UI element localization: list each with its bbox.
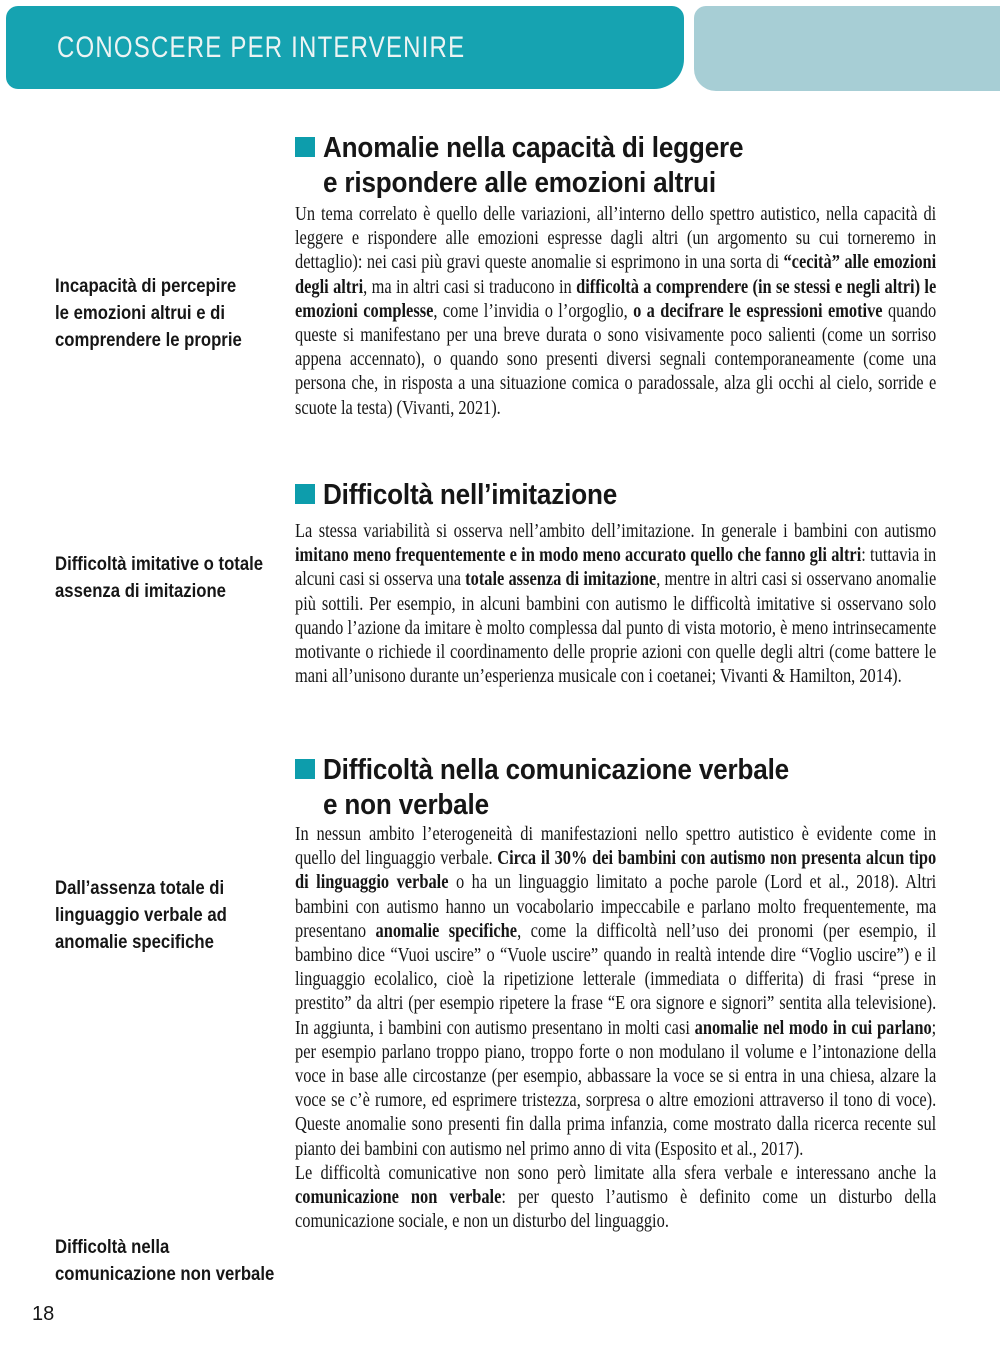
margin-note-language bbox=[55, 875, 284, 956]
heading-line: Anomalie nella capacità di leggere bbox=[323, 132, 744, 164]
section-heading-anomalie-emozioni bbox=[295, 131, 790, 201]
heading-line: e non verbale bbox=[323, 789, 489, 821]
paragraph: Un tema correlato è quello delle variazioni, all’interno dello spettro autistico, nella capacità di leggere e rispondere alle emozioni espresse dagli altri (un argomento su cui torneremo in dettaglio): nei casi più gravi queste anomalie si esprimono in una sorta di “cecità” alle emozioni degli altri, ma in altri casi si traducono in difficoltà a comprendere (in se stessi e negli altri) le emozioni complesse, come l’invidia o l’orgoglio, o a decifrare le espressioni emotive quando queste si manifestano per una breve durata o sono visivamente poco salienti (come un sorriso appena accennato), o quando sono presenti diversi segnali contemporaneamente (come una persona che, in risposta a una situazione comica o paradossale, alza gli occhi al cielo, sorride e scuote la testa) (Vivanti, 2021). bbox=[295, 203, 937, 419]
margin-note-line: comunicazione non verbale bbox=[55, 1264, 275, 1285]
heading-line: Difficoltà nell’imitazione bbox=[323, 479, 618, 511]
margin-note-nonverbal bbox=[55, 1234, 284, 1288]
margin-note-line: linguaggio verbale ad bbox=[55, 905, 227, 926]
page-number: 18 bbox=[32, 1303, 55, 1325]
heading-line: e rispondere alle emozioni altrui bbox=[323, 167, 716, 199]
paragraph: In nessun ambito l’eterogeneità di manifestazioni nello spettro autistico è evidente come in quello del linguaggio verbale. Circa il 30% dei bambini con autismo non presenta alcun tipo di linguaggio verbale o ha un linguaggio limitato a poche parole (Lord et al., 2018). Altri bambini con autismo hanno un vocabolario impeccabile e parlano molto frequentemente, ma presentano anomalie specifiche, come la difficoltà nell’uso dei pronomi (per esempio, il bambino dice “Vuoi uscire” o “Vuole uscire” quando in realtà intende dire “Voglio uscire”) e il linguaggio ecolalico, cioè la ripetizione letterale (immediata o differita) di frasi “prese in prestito” da altri (per esempio ripetere la frase “E ora signore e signori” sentita alla televisione). In aggiunta, i bambini con autismo presentano in molti casi anomalie nel modo in cui parlano; per esempio parlano troppo piano, troppo forte o non modulano il volume e l’intonazione della voce in base alle circostanze (per esempio, abbassare la voce se si entra in una chiesa, alzare la voce se c’è rumore, ed esprimere tristezza, sorpresa o altre emozioni attraverso il tono di voce). Queste anomalie sono presenti fin dalla prima infanzia, come mostrato dalla ricerca recente sul pianto dei bambini con autismo nel primo anno di vita (Esposito et al., 2017). bbox=[295, 823, 937, 1160]
section-body-imitazione bbox=[295, 519, 936, 688]
margin-note-line: comprendere le proprie bbox=[55, 330, 242, 351]
section-body-anomalie-emozioni bbox=[295, 202, 936, 420]
section-bullet-icon bbox=[295, 137, 315, 157]
section-heading-imitazione bbox=[295, 478, 650, 513]
section-bullet-icon bbox=[295, 484, 315, 504]
paragraph: La stessa variabilità si osserva nell’ambito dell’imitazione. In generale i bambini con autismo imitano meno frequentemente e in modo meno accurato quello che fanno gli altri: tuttavia in alcuni casi si osserva una totale assenza di imitazione, mentre in altri casi si osservano anomalie più sottili. Per esempio, in alcuni bambini con autismo le difficoltà imitative si osservano solo quando l’azione da imitare è molto complessa dal punto di vista motorio, è meno intrinsecamente motivante o richiede il coordinamento delle proprie azioni con quelle degli altri (come battere le mani all’unisono durante un’esperienza musicale con i coetanei; Vivanti & Hamilton, 2014). bbox=[295, 520, 937, 688]
paragraph: Le difficoltà comunicative non sono però limitate alla sfera verbale e interessano anche la comunicazione non verbale: per questo l’autismo è definito come un disturbo della comunicazione sociale, e non un disturbo del linguaggio. bbox=[295, 1161, 937, 1233]
heading-line: Difficoltà nella comunicazione verbale bbox=[323, 754, 790, 786]
section-body-comunicazione bbox=[295, 822, 936, 1233]
margin-note-line: assenza di imitazione bbox=[55, 581, 226, 602]
margin-note-emotions bbox=[55, 273, 284, 354]
margin-note-line: Dall’assenza totale di bbox=[55, 878, 225, 899]
chapter-header-band bbox=[6, 6, 684, 89]
margin-note-line: anomalie specifiche bbox=[55, 932, 214, 953]
section-bullet-icon bbox=[295, 759, 315, 779]
margin-note-line: le emozioni altrui e di bbox=[55, 303, 226, 324]
header-accent-band bbox=[694, 6, 1000, 91]
margin-note-line: Difficoltà nella bbox=[55, 1237, 170, 1258]
margin-note-line: Difficoltà imitative o totale bbox=[55, 554, 264, 575]
margin-note-imitation bbox=[55, 551, 284, 605]
chapter-title: CONOSCERE PER INTERVENIRE bbox=[57, 30, 466, 64]
section-heading-comunicazione bbox=[295, 753, 841, 823]
margin-note-line: Incapacità di percepire bbox=[55, 276, 237, 297]
